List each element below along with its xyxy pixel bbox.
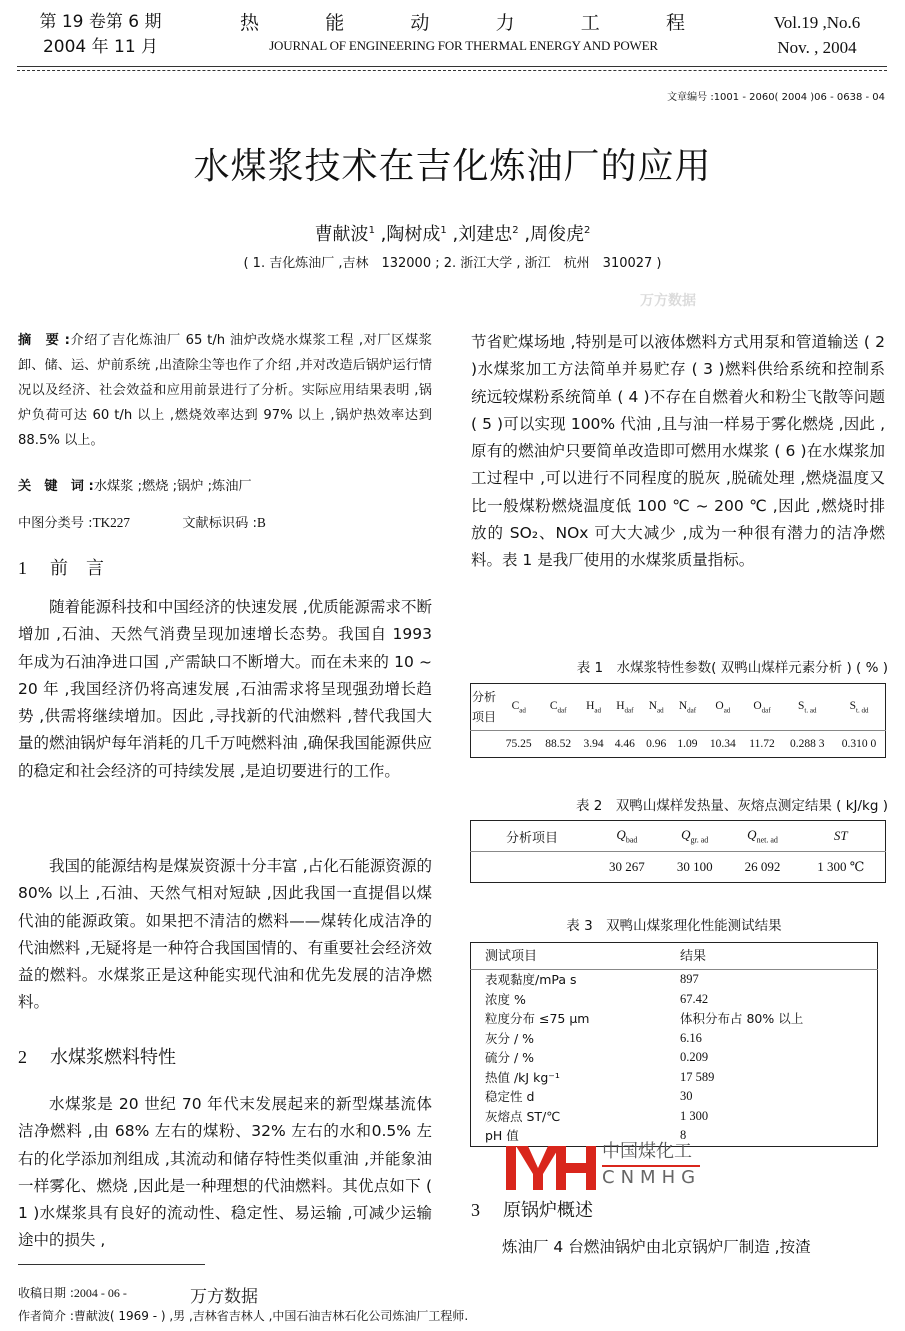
table-col-header: 测试项目	[471, 943, 681, 970]
paragraph: 炼油厂 4 台燃油锅炉由北京锅炉厂制造 ,按渣	[502, 1238, 811, 1256]
section-number: 3	[471, 1200, 480, 1220]
paragraph: 随着能源科技和中国经济的快速发展 ,优质能源需求不断增加 ,石油、天然气消费呈现加速增长态势。我国自 1993 年成为石油净进口国 ,产需缺口不断增大。而在未来的 10 ~ 20 年 ,我国经济仍将高速发展 ,石油需求将呈现强劲增长趋势 ,供需将继续增加。因此 ,寻找新的代油燃料 ,替代我国大量的燃油锅炉每年消耗的几千万吨燃料油 ,确保我国能源供应的稳定和社会经济的可持续发展 ,是迫切要进行的工作。	[18, 598, 432, 780]
table-row	[471, 731, 886, 758]
author-name: 周俊虎	[530, 224, 585, 245]
journal-char: 动	[410, 12, 430, 34]
date-cn: 2004 年 11 月	[42, 37, 159, 57]
table-row	[471, 1029, 878, 1049]
table-row	[471, 1068, 878, 1088]
table-col-header: $N_{ad}$	[641, 684, 672, 731]
table-row-header: 分析项目	[471, 684, 500, 731]
author-list: 曹献波$^1$ ,陶树成$^1$ ,刘建忠$^2$ ,周俊虎$^2$	[314, 224, 591, 245]
journal-char: 程	[665, 12, 685, 34]
table-col-header: $Q_{net. ad}$	[729, 821, 797, 852]
doc-code-value: B	[256, 515, 266, 530]
keywords-label: 关 键 词 :	[18, 479, 94, 494]
table2-caption: 表 2 双鸭山煤样发热量、灰熔点测定结果 ( kJ/kg )	[575, 798, 888, 814]
issue-info-en	[767, 10, 867, 60]
table-cell: 0.96	[646, 738, 667, 750]
header-rule-dashed	[17, 70, 887, 71]
classification	[18, 510, 432, 536]
table-col-header: $Q_{gr. ad}$	[661, 821, 729, 852]
received-label: 收稿日期 :	[18, 1286, 74, 1300]
volume-cn: 第 19 卷第 6 期	[39, 12, 162, 32]
author-bio-label: 作者简介 :	[18, 1309, 74, 1323]
wanfang-watermark: 万方数据	[190, 1287, 258, 1307]
table-cell: 6.16	[680, 1030, 702, 1045]
table-row	[471, 852, 886, 883]
table-cell: 30	[680, 1089, 693, 1104]
table-cell: 897	[680, 972, 699, 987]
table3	[470, 942, 878, 1147]
paragraph: 我国的能源结构是煤炭资源十分丰富 ,占化石能源资源的 80% 以上 ,石油、天然气相对短缺 ,因此我国一直提倡以煤代油的能源政策。如果把不清洁的燃料——煤转化成洁净的代油燃料 ,无疑将是一种符合我国国情的、有重要社会经济效益的燃料。水煤浆正是这种能实现代油和优先发展的洁净燃料。	[18, 857, 432, 1012]
section-title: 前 言	[50, 558, 104, 579]
table-cell: 30 100	[676, 859, 713, 874]
clc-label: 中图分类号 :	[18, 516, 93, 531]
clc-value: TK227	[92, 515, 130, 530]
author-bio	[18, 1307, 468, 1324]
table-cell: 体积分布占 80% 以上	[680, 1011, 804, 1027]
table-col-header: $Q_{bad}$	[593, 821, 661, 852]
author-name: 陶树成	[386, 224, 441, 245]
table-row	[471, 1087, 878, 1107]
issue-info-cn	[38, 10, 163, 60]
table-cell: 灰熔点 ST/℃	[485, 1108, 561, 1124]
table-cell: 硫分 / %	[485, 1050, 535, 1066]
author-name: 刘建忠	[458, 224, 513, 245]
section-heading	[18, 554, 432, 580]
abstract-label: 摘 要 :	[18, 333, 70, 348]
date-en: Nov. , 2004	[777, 38, 857, 57]
table-cell	[471, 731, 500, 758]
table-cell: 灰分 / %	[485, 1030, 535, 1046]
table-cell: 67.42	[680, 991, 709, 1006]
table-col-header: ST	[796, 821, 885, 852]
author-affiliation-mark: 1	[440, 225, 447, 236]
table-col-header: $C_{daf}$	[538, 684, 577, 731]
volume-en: Vol.19 ,No.6	[773, 13, 861, 32]
table-cell: 17 589	[680, 1069, 715, 1084]
author-bio-text: 曹献波( 1969 - ) ,男 ,吉林省吉林人 ,中国石油吉林石化公司炼油厂工程师.	[73, 1309, 469, 1323]
table-cell: 8	[680, 1128, 687, 1143]
table-row	[471, 1048, 878, 1068]
watermark-logo-en: CNMHG	[602, 1167, 702, 1188]
doc-code-label: 文献标识码 :	[182, 516, 257, 531]
table-cell: 热值 /kJ kg⁻¹	[485, 1069, 560, 1085]
table-col-header: $N_{daf}$	[672, 684, 703, 731]
table-cell: 0.288 3	[789, 738, 825, 750]
affiliations: ( 1. 吉化炼油厂 ,吉林 132000 ; 2. 浙江大学 , 浙江 杭州 310027 )	[243, 256, 662, 271]
table-cell: 表观黏度/mPa s	[485, 972, 577, 988]
table3-caption: 表 3 双鸭山煤浆理化性能测试结果	[566, 918, 782, 934]
table-cell: pH 值	[485, 1128, 519, 1144]
table-row	[471, 970, 878, 990]
table-cell: 1.09	[677, 738, 698, 750]
keywords	[18, 474, 432, 499]
table-header-row	[471, 943, 878, 970]
table-cell: 75.25	[505, 738, 532, 750]
received-date	[18, 1284, 127, 1301]
paragraph: 水煤浆是 20 世纪 70 年代末发展起来的新型煤基流体洁净燃料 ,由 68% 左右的煤粉、32% 左右的水和0.5% 左右的化学添加剂组成 ,其流动和储存特性类似重油 ,并能象油一样雾化、燃烧 ,因此是一种理想的代油燃料。其优点如下 ( 1 )水煤浆具有良好的流动性、稳定性、易运输 ,可减少运输途中的损失 ,	[18, 1095, 432, 1250]
table-header-row	[471, 821, 886, 852]
table1-caption: 表 1 水煤浆特性参数( 双鸭山煤样元素分析 ) ( % )	[576, 660, 888, 676]
received-value: 2004 - 06 -	[73, 1286, 127, 1300]
table-cell: 10.34	[709, 738, 736, 750]
table-col-header: $H_{daf}$	[609, 684, 640, 731]
article-number: 文章编号 :1001 - 2060( 2004 )06 - 0638 - 04	[667, 92, 885, 103]
table-cell: 88.52	[545, 738, 572, 750]
keywords-text: 水煤浆 ;燃烧 ;锅炉 ;炼油厂	[93, 479, 252, 494]
table1	[470, 683, 886, 758]
table-cell: 3.94	[583, 738, 604, 750]
table-cell: 0.209	[680, 1050, 709, 1065]
abstract	[18, 328, 432, 453]
table2	[470, 820, 886, 883]
section-heading	[471, 1196, 885, 1222]
table-col-header: $O_{daf}$	[743, 684, 782, 731]
journal-char: 能	[325, 12, 345, 34]
table-cell: 浓度 %	[485, 991, 526, 1007]
table-col-header: $H_{ad}$	[578, 684, 609, 731]
table-cell: 0.310 0	[841, 738, 877, 750]
paragraph: 节省贮煤场地 ,特别是可以液体燃料方式用泵和管道输送 ( 2 )水煤浆加工方法简单并易贮存 ( 3 )燃料供给系统和控制系统远较煤粉系统简单 ( 4 )不存在自燃着火和粉尘飞散等问题 ( 5 )可以实现 100% 代油 ,且与油一样易于雾化燃烧 ,因此 ,原有的燃油炉只要简单改造即可燃用水煤浆 ( 6 )在水煤浆加工过程中 ,可以进行不同程度的脱灰 ,脱硫处理 ,燃烧温度又比一般煤粉燃烧温度低 100 ℃ ~ 200 ℃ ,因此 ,燃烧时排放的 SO₂、NOx 可大大减少 ,成为一种很有潜力的洁净燃料。表 1 是我厂使用的水煤浆质量指标。	[471, 333, 885, 570]
author-affiliation-mark: 1	[368, 225, 375, 236]
author-affiliation-mark: 2	[584, 225, 591, 236]
author-name: 曹献波	[314, 224, 369, 245]
section-number: 2	[18, 1047, 27, 1067]
section-heading	[18, 1043, 432, 1069]
table-cell: 30 267	[609, 859, 645, 874]
journal-char: 热	[240, 12, 260, 34]
section-title: 水煤浆燃料特性	[50, 1047, 176, 1068]
table-cell: 粒度分布 ≤75 μm	[485, 1011, 590, 1027]
abstract-text: 介绍了吉化炼油厂 65 t/h 油炉改烧水煤浆工程 ,对厂区煤浆卸、储、运、炉前系统 ,出渣除尘等也作了介绍 ,并对改造后锅炉运行情况以及经济、社会效益和应用前景进行了分析。实际应用结果表明 ,锅炉负荷可达 60 t/h 以上 ,燃烧效率达到 97% 以上 ,锅炉热效率达到 88.5% 以上。	[18, 333, 432, 448]
section-title: 原锅炉概述	[503, 1200, 593, 1221]
table-col-header: 结果	[680, 943, 878, 970]
table-cell: 4.46	[614, 738, 635, 750]
faint-watermark: 万方数据	[640, 293, 696, 309]
footnote-rule	[18, 1264, 205, 1265]
table-cell: 26 092	[744, 859, 781, 874]
table-col-header: $O_{ad}$	[703, 684, 742, 731]
table-row	[471, 990, 878, 1010]
watermark-logo-cn: 中国煤化工	[602, 1141, 692, 1162]
table-col-header: $S_{t. dd}$	[833, 684, 885, 731]
table-row	[471, 1107, 878, 1127]
cnmhg-watermark	[506, 1146, 596, 1194]
journal-title-cn	[240, 8, 685, 35]
table-col-header: $S_{t. ad}$	[781, 684, 833, 731]
header-rule	[17, 66, 887, 67]
table-header-row	[471, 684, 886, 731]
journal-char: 力	[495, 12, 515, 34]
section-number: 1	[18, 558, 27, 578]
table-cell: 11.72	[749, 738, 775, 750]
table-row	[471, 1009, 878, 1029]
table-cell: 1 300	[680, 1108, 709, 1123]
table-cell	[471, 852, 594, 883]
author-affiliation-mark: 2	[512, 225, 519, 236]
mh-logo-icon	[506, 1146, 596, 1190]
journal-char: 工	[580, 12, 600, 34]
table-row-header: 分析项目	[471, 821, 594, 852]
table-cell: 1 300 ℃	[817, 859, 865, 874]
table-col-header: $C_{ad}$	[499, 684, 538, 731]
table-cell: 稳定性 d	[485, 1089, 535, 1105]
paper-title: 水煤浆技术在吉化炼油厂的应用	[193, 146, 712, 187]
journal-title-en: JOURNAL OF ENGINEERING FOR THERMAL ENERGY AND POWER	[269, 38, 658, 53]
